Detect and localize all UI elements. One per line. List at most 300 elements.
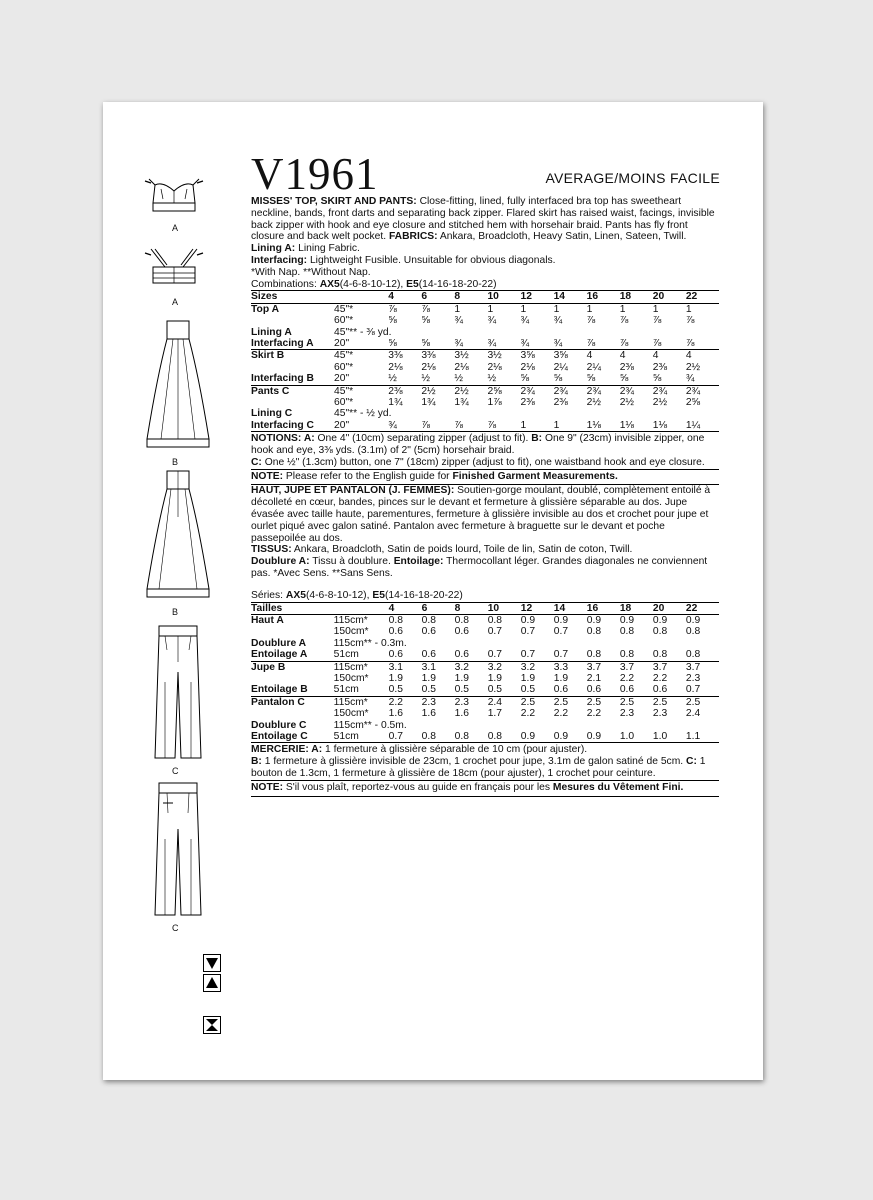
yardage-cell: ¾	[553, 315, 563, 327]
row-label: Lining C	[251, 408, 293, 420]
yardage-cell: 1.0	[652, 731, 668, 743]
yardage-cell: 0.8	[388, 615, 403, 627]
fabric-width: 115cm** - 0.5m.	[333, 719, 407, 731]
yardage-cell: 4	[686, 350, 719, 362]
table-header-row	[251, 602, 719, 614]
pattern-number: V1961	[251, 149, 379, 199]
yardage-cell: ¾	[388, 419, 397, 431]
yardage-cell: 3½	[454, 350, 487, 362]
yardage-cell: 2½	[619, 397, 635, 409]
yardage-cell: 0.9	[619, 615, 635, 627]
yardage-cell: 2⅜	[388, 385, 421, 397]
table-row	[251, 615, 719, 627]
yardage-cell: ⅝	[619, 373, 629, 385]
yardage-cell: 2½	[586, 397, 601, 409]
yardage-cell: 3.7	[587, 661, 620, 673]
fabric-width: 45"*	[334, 385, 388, 397]
french-combinations: Séries: AX5(4-6-8-10-12), E5(14-16-18-20-22)	[251, 589, 463, 601]
table-row	[251, 408, 719, 419]
header-cell: 20	[653, 291, 686, 303]
row-label: Interfacing C	[251, 419, 314, 431]
yardage-cell: 0.9	[520, 731, 536, 743]
table-row	[251, 338, 719, 350]
yardage-cell: 2⅛	[487, 361, 502, 373]
yardage-cell: 0.7	[487, 649, 503, 661]
yardage-cell: 2¾	[587, 385, 620, 397]
yardage-cell: 1¾	[421, 397, 436, 409]
yardage-cell: ⅞	[619, 338, 629, 349]
yardage-cell: ⅞	[619, 315, 629, 327]
table-row	[251, 684, 719, 696]
envelope-text	[251, 196, 719, 797]
fabric-width: 115cm*	[333, 615, 368, 627]
yardage-cell: ½	[388, 373, 397, 385]
fabric-width: 20"	[334, 419, 350, 431]
yardage-cell: 0.6	[421, 626, 436, 638]
yardage-cell: 0.6	[454, 649, 469, 661]
yardage-cell: 3.7	[686, 661, 719, 673]
header-cell: 18	[620, 602, 653, 614]
yardage-cell: 2⅜	[553, 397, 568, 409]
header-cell: 18	[620, 291, 653, 303]
yardage-cell: 2⅛	[520, 361, 535, 373]
yardage-cell: 1¾	[388, 397, 403, 409]
yardage-cell: 2¾	[653, 385, 686, 397]
fabric-width: 60"*	[334, 315, 354, 327]
row-label	[251, 362, 334, 373]
row-label: Interfacing B	[251, 373, 314, 385]
yardage-cell: 1.9	[454, 673, 469, 685]
yardage-cell: 3⅜	[388, 350, 421, 362]
yardage-cell: 0.6	[454, 626, 469, 638]
pants-back-icon	[143, 779, 213, 919]
english-description: MISSES' TOP, SKIRT AND PANTS: Close-fitting, lined, fully interfaced bra top has sweetheart neckline, bands, front darts and separating back zipper. Flared skirt has raised waist, facings, invisible back zipper with hook and eye closure and stitched hem with horsehair braid. Pants has fly front closure and back welt pocket. FABRICS: Ankara, Broadcloth, Heavy Satin, Linen, Sateen, Twill. Lining A: Lining Fabric. Interfacing: Lightweight Fusible. Unsuitable for obvious diagonals. *With Nap. **Without Nap.	[251, 196, 715, 278]
yardage-cell: 2.5	[587, 696, 620, 708]
yardage-cell: 4	[653, 350, 686, 362]
header-cell: 4	[389, 602, 422, 614]
table-row	[251, 397, 719, 408]
yardage-cell: 0.8	[586, 649, 602, 661]
yardage-cell: 2.5	[554, 696, 587, 708]
english-note: NOTE: Please refer to the English guide for Finished Garment Measurements.	[251, 469, 719, 486]
yardage-cell: 1¾	[454, 397, 469, 409]
fabric-width: 20"	[334, 373, 350, 385]
yardage-cell: 0.5	[388, 684, 403, 696]
fabric-width: 60"*	[334, 361, 354, 373]
yardage-cell: 0.5	[421, 684, 436, 696]
header-cell: 6	[422, 602, 455, 614]
bra-top-back-icon	[143, 245, 205, 293]
header-cell: 22	[686, 602, 719, 614]
yardage-cell: 0.5	[520, 684, 536, 696]
yardage-cell: 2.3	[455, 696, 488, 708]
header-cell: 14	[554, 291, 587, 303]
fabric-width: 115cm*	[334, 696, 389, 708]
row-label	[251, 397, 334, 408]
yardage-cell: ⅞	[487, 419, 497, 431]
row-label: Skirt B	[251, 350, 334, 362]
flat-pants-c-front: C	[143, 622, 213, 762]
yardage-cell: ⅝	[520, 373, 530, 385]
french-note: NOTE: S'il vous plaît, reportez-vous au guide en français pour les Mesures du Vêtement Fini.	[251, 780, 719, 797]
row-label: Haut A	[251, 615, 284, 627]
yardage-cell: 1.9	[487, 673, 503, 685]
header-cell: 8	[455, 602, 488, 614]
table-row	[251, 720, 719, 731]
header-cell: 12	[521, 291, 554, 303]
english-notions: NOTIONS: A: One 4" (10cm) separating zipper (adjust to fit). B: One 9" (23cm) invisible zipper, one hook and eye, 3⅜ yds. (3.1m) of 2" (5cm) horsehair braid. C: One ½" (1.3cm) button, one 7" (18cm) zipper (adjust to fit), one waistband hook and eye closure.	[251, 431, 719, 468]
yardage-cell: 1⅛	[619, 419, 635, 431]
yardage-cell: 0.9	[685, 615, 701, 627]
yardage-cell: 0.9	[586, 731, 602, 743]
header-cell	[334, 291, 388, 303]
yardage-cell: ¾	[520, 338, 530, 349]
table-row	[251, 696, 719, 708]
yardage-cell: ⅞	[685, 338, 695, 349]
row-label: Entoilage B	[251, 684, 308, 696]
row-label	[251, 626, 334, 637]
header-cell: 8	[454, 291, 487, 303]
yardage-cell: 1.1	[685, 731, 701, 743]
header-cell: 10	[487, 291, 520, 303]
table-row	[251, 385, 719, 397]
yardage-cell: ⅞	[685, 315, 695, 327]
row-label: Interfacing A	[251, 338, 314, 349]
yardage-cell: 2½	[652, 397, 668, 409]
yardage-cell: 0.9	[520, 615, 536, 627]
row-label	[251, 673, 334, 684]
yardage-cell: ⅞	[586, 338, 596, 349]
yardage-cell: 2.3	[685, 673, 701, 685]
yardage-cell: 2.3	[619, 708, 635, 720]
yardage-cell: 2.1	[586, 673, 602, 685]
fabric-width: 115cm** - 0.3m.	[333, 637, 407, 649]
yardage-cell: ⅞	[454, 419, 463, 431]
yardage-cell: 0.6	[553, 684, 569, 696]
yardage-cell: ⅝	[421, 315, 430, 327]
yardage-cell: ¾	[520, 315, 530, 327]
yardage-cell: ¾	[685, 373, 695, 385]
yardage-cell: 0.8	[652, 649, 668, 661]
yardage-cell: 2¾	[554, 385, 587, 397]
yardage-cell: 1	[553, 419, 560, 431]
row-label: Entoilage C	[251, 731, 308, 743]
fabric-width: 45"*	[334, 303, 354, 315]
yardage-cell: ⅝	[388, 338, 397, 349]
yardage-cell: ¾	[487, 338, 497, 349]
row-label	[251, 315, 334, 326]
yardage-cell: 2.2	[652, 673, 668, 685]
fabric-width: 45"*	[334, 350, 388, 362]
yardage-cell: 0.7	[388, 731, 403, 743]
bra-top-front-icon	[143, 175, 205, 219]
french-metrage-table	[251, 602, 719, 743]
yardage-cell: 3.1	[389, 661, 422, 673]
yardage-cell: ¾	[454, 315, 463, 327]
yardage-cell: 0.7	[487, 626, 503, 638]
row-label: Entoilage A	[251, 649, 308, 661]
yardage-cell: 1	[520, 419, 527, 431]
yardage-cell: 2¾	[521, 385, 554, 397]
yardage-cell: 3.2	[488, 661, 521, 673]
yardage-cell: 1	[652, 303, 659, 315]
flat-skirt-b-front: B	[143, 317, 213, 451]
row-label: Doublure A	[251, 637, 307, 649]
yardage-cell: 0.9	[553, 615, 569, 627]
pattern-envelope-back	[103, 102, 763, 1080]
table-row	[251, 315, 719, 326]
header-cell: 12	[521, 602, 554, 614]
header-cell: Sizes	[251, 291, 334, 303]
yardage-cell: 0.8	[619, 649, 635, 661]
yardage-cell: 1.6	[388, 708, 403, 720]
yardage-cell: 2½	[454, 385, 487, 397]
flat-skirt-b-back: B	[143, 467, 213, 601]
table-row	[251, 708, 719, 719]
yardage-cell: 2.4	[488, 696, 521, 708]
yardage-cell: 2⅝	[487, 385, 520, 397]
triangle-down-icon	[203, 954, 221, 972]
yardage-cell: ½	[454, 373, 463, 385]
yardage-cell: 2⅜	[619, 361, 635, 373]
table-row	[251, 350, 719, 362]
yardage-cell: 3.3	[554, 661, 587, 673]
yardage-cell: 0.7	[553, 649, 569, 661]
row-label: Top A	[251, 303, 280, 315]
fabric-width: 51cm	[333, 649, 359, 661]
yardage-cell: ⅝	[553, 373, 563, 385]
yardage-cell: 1⅛	[652, 419, 668, 431]
french-notions: MERCERIE: A: 1 fermeture à glissière séparable de 10 cm (pour ajuster). B: 1 fermeture à glissière invisible de 23cm, 1 crochet pour jupe, 3.1m de galon satiné de 5cm. C: 1 bouton de 1.3cm, 1 fermeture à glissière de 18cm (pour ajuster), 1 crochet pour ceinture.	[251, 742, 719, 779]
header-cell: 4	[388, 291, 421, 303]
yardage-cell: 1.9	[553, 673, 569, 685]
yardage-cell: 2.2	[389, 696, 422, 708]
yardage-cell: 0.6	[388, 649, 403, 661]
yardage-cell: 3.7	[620, 661, 653, 673]
row-label: Doublure C	[251, 719, 307, 731]
header-cell: 10	[488, 602, 521, 614]
table-row	[251, 626, 719, 637]
yardage-cell: ¾	[487, 315, 497, 327]
yardage-cell: 3.2	[521, 661, 554, 673]
yardage-cell: 2.2	[520, 708, 536, 720]
header-cell	[334, 602, 389, 614]
table-row	[251, 649, 719, 661]
table-row	[251, 731, 719, 742]
hourglass-icon	[203, 1016, 221, 1034]
flat-pants-c-back: C	[143, 779, 213, 919]
header-cell: 22	[686, 291, 719, 303]
yardage-cell: ⅝	[586, 373, 596, 385]
yardage-cell: 0.9	[586, 615, 602, 627]
yardage-cell: 2⅛	[421, 361, 436, 373]
yardage-cell: 3⅜	[421, 350, 454, 362]
fabric-width: 45"** - ½ yd.	[334, 408, 392, 420]
yardage-cell: ½	[487, 373, 497, 385]
table-row	[251, 661, 719, 673]
yardage-cell: 0.8	[487, 615, 503, 627]
table-row	[251, 420, 719, 431]
skirt-front-icon	[143, 317, 213, 451]
yardage-cell: 0.8	[619, 626, 635, 638]
yardage-cell: 1	[685, 303, 692, 315]
fabric-width: 51cm	[333, 731, 359, 743]
yardage-cell: 2.3	[422, 696, 455, 708]
table-row	[251, 362, 719, 373]
yardage-cell: 0.6	[421, 649, 436, 661]
row-label	[251, 708, 334, 719]
yardage-cell: 2.3	[652, 708, 668, 720]
fabric-width: 115cm*	[334, 661, 389, 673]
row-label: Pants C	[251, 385, 334, 397]
row-label: Pantalon C	[251, 696, 334, 708]
french-description: HAUT, JUPE ET PANTALON (J. FEMMES): Soutien-gorge moulant, doublé, complètement entoilé à décolleté en cœur, bandes, pinces sur le devant et fermeture à glissière séparable au dos. Jupe évasée avec taille haute, parementures, fermeture à glissière invisible au dos et crochet pour jupe et ourlet piqué avec galon satiné. Pantalon avec fermeture à braguette sur le devant et poche passepoilée au dos. TISSUS: Ankara, Broadcloth, Satin de poids lourd, Toile de lin, Satin de coton, Twill. Doublure A: Tissu à doublure. Entoilage: Thermocollant léger. Grandes diagonales ne conviennent pas. *Avec Sens. **Sans Sens.	[251, 485, 711, 580]
yardage-cell: 1.9	[388, 673, 403, 685]
yardage-cell: 1	[487, 303, 494, 315]
table-row	[251, 327, 719, 338]
triangle-up-icon	[203, 974, 221, 992]
header-cell: 16	[587, 602, 620, 614]
yardage-cell: 1	[454, 303, 461, 315]
table-row	[251, 673, 719, 684]
yardage-cell: ⅞	[586, 315, 596, 327]
yardage-cell: 3.7	[653, 661, 686, 673]
yardage-cell: 2⅜	[520, 397, 535, 409]
yardage-cell: 0.9	[652, 615, 668, 627]
yardage-cell: 0.8	[454, 615, 469, 627]
table-row	[251, 373, 719, 385]
yardage-cell: 2⅜	[652, 361, 668, 373]
yardage-cell: 0.8	[685, 649, 701, 661]
yardage-cell: 0.6	[388, 626, 403, 638]
yardage-cell: 2.5	[686, 696, 719, 708]
yardage-cell: ⅞	[652, 315, 662, 327]
fabric-width: 150cm*	[333, 708, 369, 720]
yardage-cell: 0.8	[685, 626, 701, 638]
yardage-cell: 1	[520, 303, 527, 315]
yardage-cell: 0.7	[520, 649, 536, 661]
fabric-width: 20"	[334, 338, 350, 349]
yardage-cell: 0.9	[553, 731, 569, 743]
table-header-row	[251, 291, 719, 303]
yardage-cell: 0.8	[586, 626, 602, 638]
yardage-cell: 3.1	[422, 661, 455, 673]
yardage-cell: 2.2	[619, 673, 635, 685]
table-row	[251, 638, 719, 649]
yardage-cell: 2¼	[586, 361, 601, 373]
yardage-cell: 1	[586, 303, 593, 315]
yardage-cell: 2.5	[653, 696, 686, 708]
yardage-cell: 1.0	[619, 731, 635, 743]
yardage-cell: 1.7	[487, 708, 503, 720]
yardage-cell: ½	[421, 373, 430, 385]
yardage-cell: 0.5	[487, 684, 503, 696]
yardage-cell: ⅝	[652, 373, 662, 385]
header-cell: 14	[554, 602, 587, 614]
yardage-cell: ⅞	[421, 303, 430, 315]
yardage-cell: 0.6	[652, 684, 668, 696]
flat-top-a-front: A	[143, 175, 213, 219]
yardage-cell: 1	[553, 303, 560, 315]
yardage-cell: 2.2	[586, 708, 602, 720]
yardage-cell: 2¾	[686, 385, 719, 397]
yardage-cell: 2.4	[685, 708, 701, 720]
header-cell: 6	[421, 291, 454, 303]
yardage-cell: 0.8	[454, 731, 469, 743]
yardage-cell: 0.8	[421, 731, 436, 743]
table-row	[251, 303, 719, 315]
yardage-cell: ¾	[553, 338, 563, 349]
yardage-cell: 0.7	[520, 626, 536, 638]
english-combinations: Combinations: AX5(4-6-8-10-12), E5(14-16-18-20-22)	[251, 278, 497, 290]
header-cell: 16	[587, 291, 620, 303]
yardage-cell: 1.6	[454, 708, 469, 720]
yardage-cell: ⅞	[421, 419, 430, 431]
fabric-width: 150cm*	[333, 626, 369, 638]
fabric-width: 51cm	[333, 684, 359, 696]
yardage-cell: 3.2	[455, 661, 488, 673]
yardage-cell: 3⅝	[554, 350, 587, 362]
yardage-cell: 1¼	[685, 419, 701, 431]
yardage-cell: 4	[587, 350, 620, 362]
yardage-cell: 2⅛	[454, 361, 469, 373]
yardage-cell: 2¾	[620, 385, 653, 397]
fabric-width: 150cm*	[333, 673, 369, 685]
yardage-cell: ⅞	[388, 303, 397, 315]
yardage-cell: 2½	[421, 385, 454, 397]
pattern-symbols	[203, 954, 223, 1036]
yardage-cell: 2⅝	[685, 397, 701, 409]
yardage-cell: 3⅝	[521, 350, 554, 362]
yardage-cell: 0.8	[421, 615, 436, 627]
fabric-width: 60"*	[334, 397, 354, 409]
yardage-cell: 0.6	[619, 684, 635, 696]
yardage-cell: 0.8	[652, 626, 668, 638]
yardage-cell: ¾	[454, 338, 463, 349]
yardage-cell: 1.9	[520, 673, 536, 685]
yardage-cell: 3½	[487, 350, 520, 362]
english-yardage-table	[251, 290, 719, 431]
yardage-cell: 0.7	[553, 626, 569, 638]
yardage-cell: 4	[620, 350, 653, 362]
yardage-cell: 1	[619, 303, 626, 315]
yardage-cell: 1.6	[421, 708, 436, 720]
difficulty-level: AVERAGE/MOINS FACILE	[545, 170, 720, 186]
yardage-cell: 1.9	[421, 673, 436, 685]
yardage-cell: 0.8	[487, 731, 503, 743]
yardage-cell: 2.5	[521, 696, 554, 708]
yardage-cell: 2.2	[553, 708, 569, 720]
row-label: Jupe B	[251, 661, 334, 673]
yardage-cell: 1⅛	[586, 419, 601, 431]
yardage-cell: ⅞	[652, 338, 662, 349]
fabric-width: 45"** - ⅜ yd.	[334, 326, 392, 338]
yardage-cell: 2.5	[620, 696, 653, 708]
yardage-cell: 2½	[685, 361, 701, 373]
flat-top-a-back: A	[143, 245, 213, 293]
yardage-cell: 1⅞	[487, 397, 502, 409]
yardage-cell: ⅝	[421, 338, 430, 349]
header-cell: Tailles	[251, 602, 334, 614]
skirt-back-icon	[143, 467, 213, 601]
yardage-cell: 0.6	[586, 684, 602, 696]
header-cell: 20	[653, 602, 686, 614]
yardage-cell: 2¼	[553, 361, 568, 373]
row-label: Lining A	[251, 326, 292, 338]
yardage-cell: 0.5	[454, 684, 469, 696]
yardage-cell: ⅝	[388, 315, 397, 327]
yardage-cell: 2⅛	[388, 361, 403, 373]
